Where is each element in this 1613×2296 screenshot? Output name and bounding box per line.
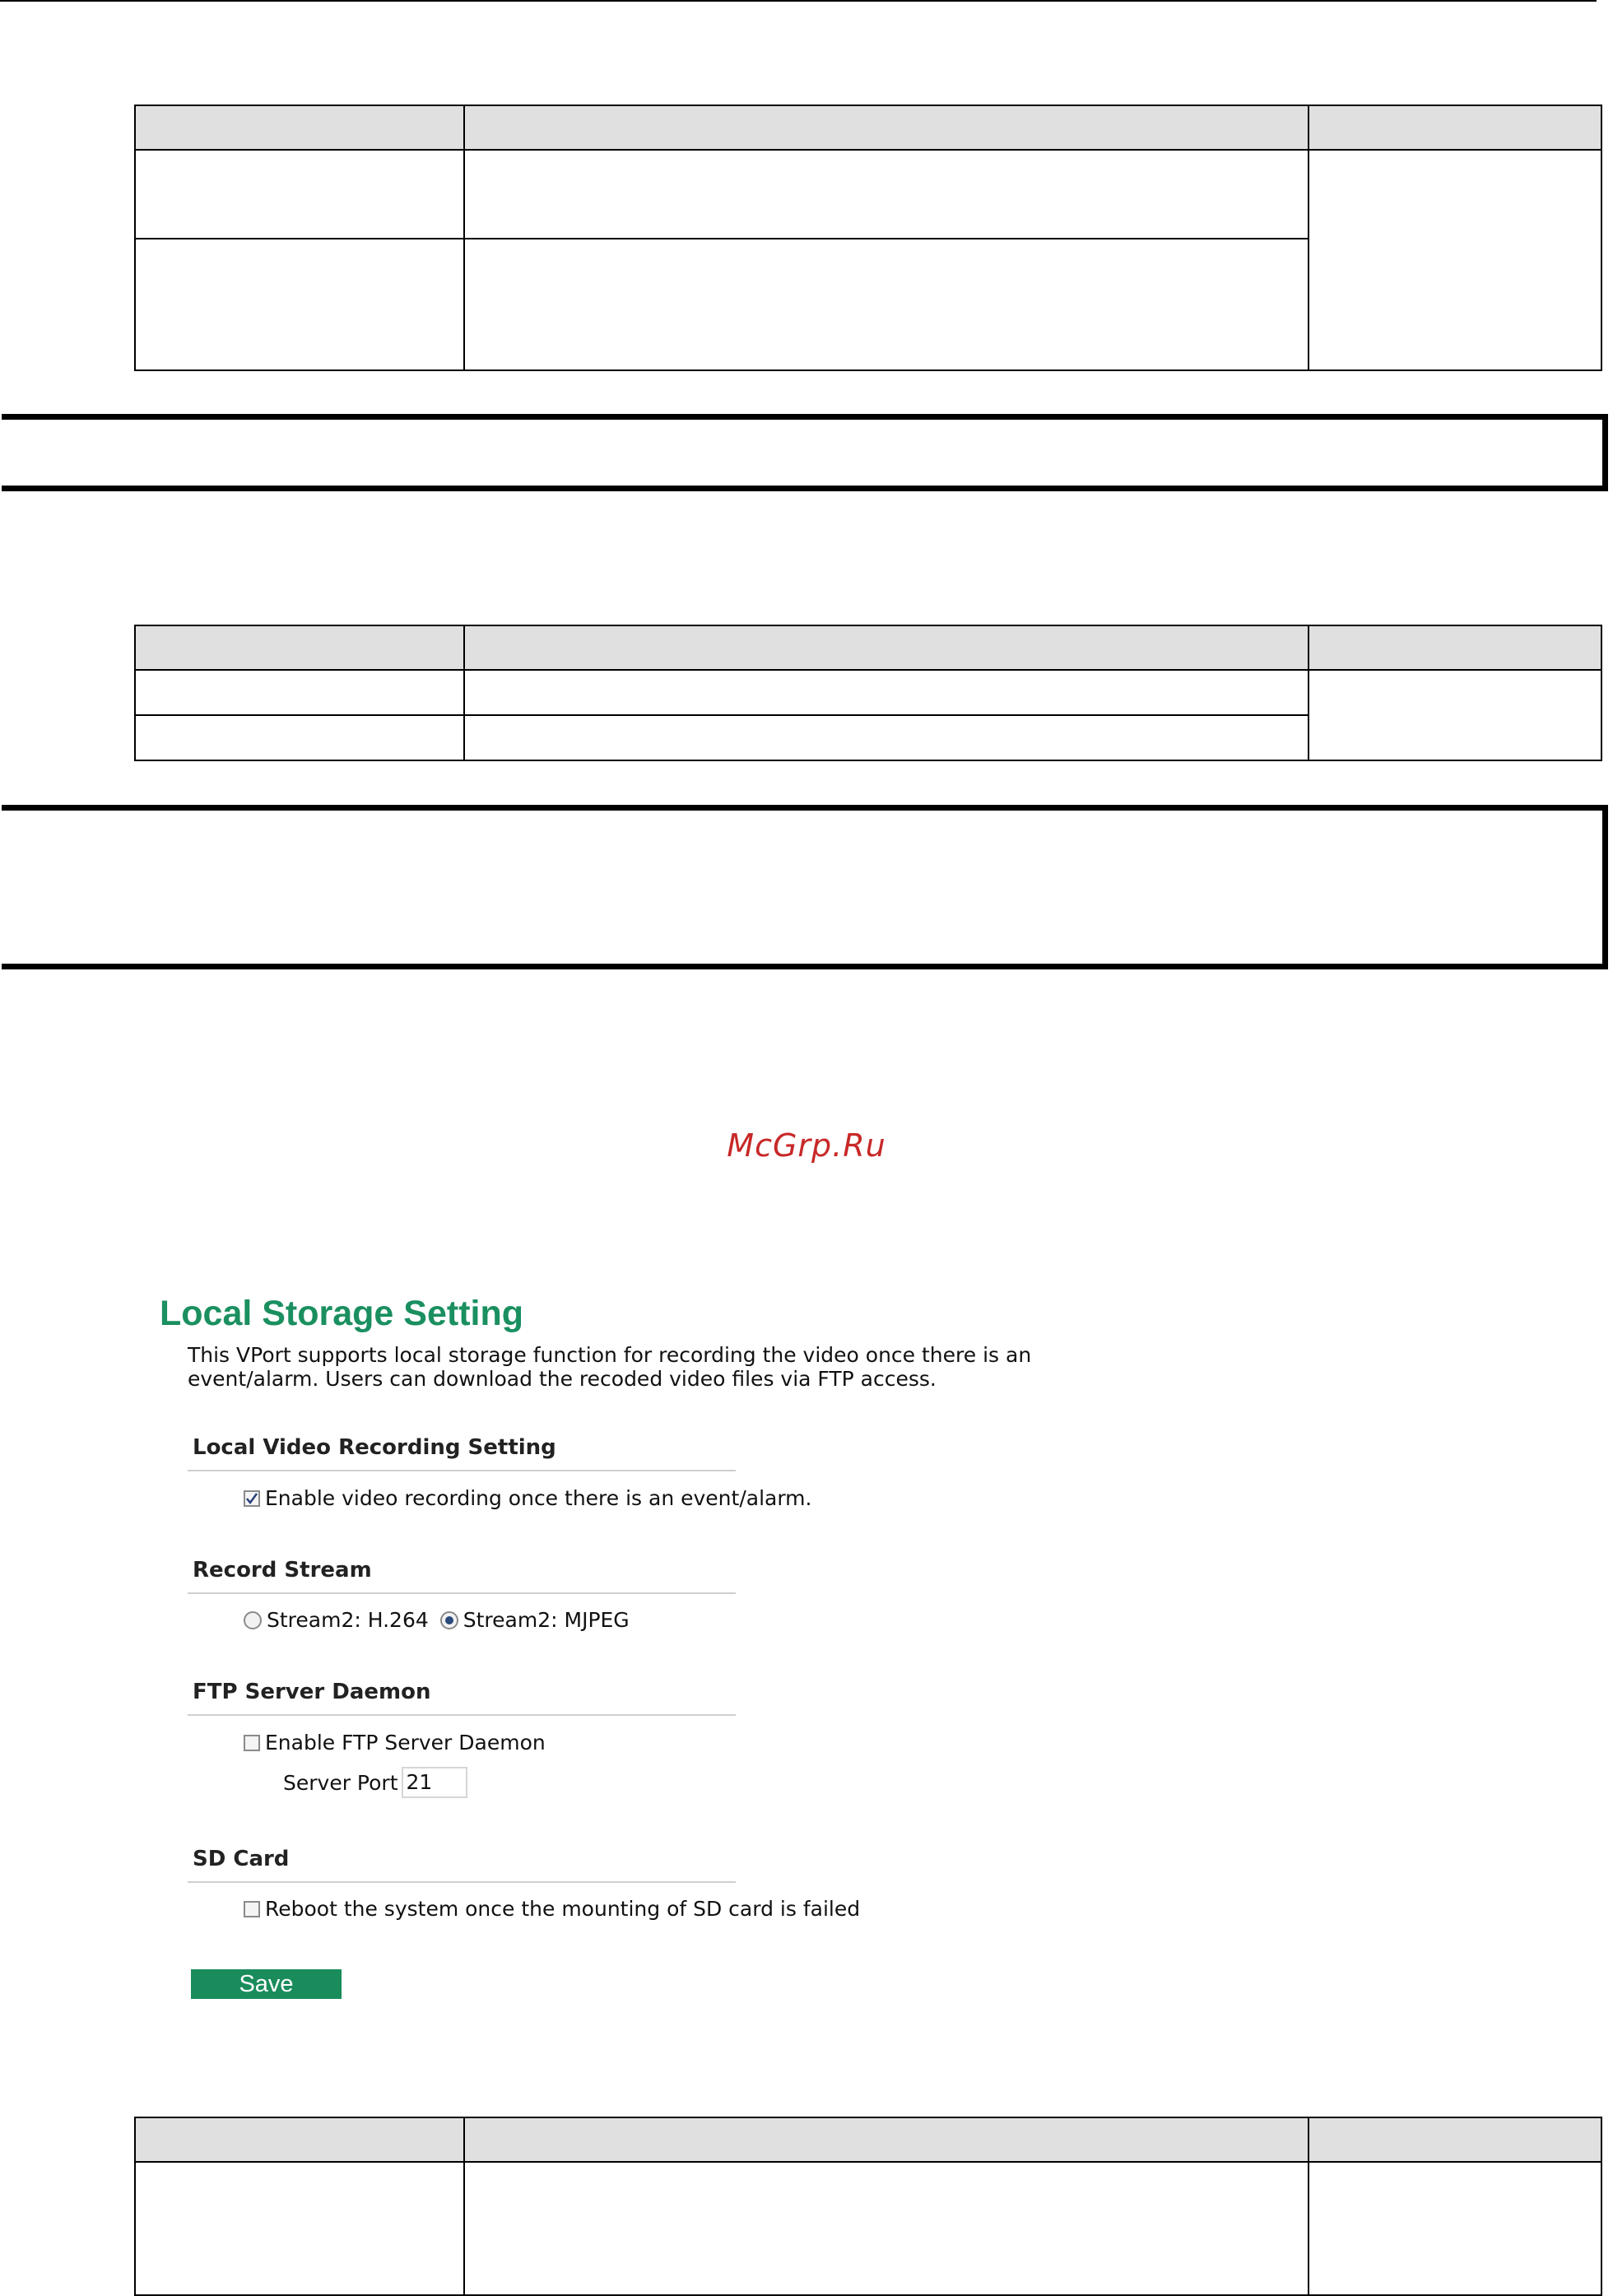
intro-text: This VPort supports local storage function for recording the video once there is an event/alarm. Users can download the recoded video files via FTP access.: [188, 1343, 1032, 1391]
server-port-row: [283, 1767, 467, 1798]
enable-ftp-row[interactable]: [244, 1731, 546, 1755]
record-stream-options: [244, 1608, 630, 1632]
table-header-row: [135, 2117, 1601, 2162]
enable-ftp-checkbox[interactable]: [244, 1735, 260, 1751]
parameter-table-1: [134, 105, 1602, 371]
section-heading-ftp: FTP Server Daemon: [188, 1678, 736, 1716]
section-heading-sd-card: SD Card: [188, 1845, 736, 1883]
page-top-rule: [0, 0, 1597, 2]
radio-mjpeg[interactable]: [440, 1611, 458, 1629]
server-port-input[interactable]: 21: [402, 1767, 467, 1798]
radio-h264[interactable]: [244, 1611, 262, 1629]
radio-h264-label: Stream2: H.264: [267, 1608, 429, 1632]
table-row: [135, 150, 1601, 239]
reboot-sd-checkbox[interactable]: [244, 1901, 260, 1917]
checkmark-icon: [245, 1492, 258, 1505]
parameter-table-2: [134, 625, 1602, 761]
server-port-label: Server Port: [283, 1770, 398, 1795]
enable-recording-label: Enable video recording once there is an event/alarm.: [265, 1486, 812, 1510]
table-row: [135, 2162, 1601, 2295]
note-box-1: [2, 414, 1608, 491]
enable-recording-row[interactable]: [244, 1486, 811, 1510]
enable-recording-checkbox[interactable]: [244, 1490, 260, 1507]
reboot-sd-row[interactable]: [244, 1897, 860, 1921]
table-header-row: [135, 105, 1601, 150]
note-box-2: [2, 805, 1608, 969]
reboot-sd-label: Reboot the system once the mounting of SD card is failed: [265, 1897, 861, 1921]
table-header-row: [135, 625, 1601, 670]
radio-mjpeg-label: Stream2: MJPEG: [463, 1608, 630, 1632]
enable-ftp-label: Enable FTP Server Daemon: [265, 1731, 546, 1755]
page-title: Local Storage Setting: [160, 1294, 524, 1333]
watermark-text: McGrp.Ru: [727, 1127, 886, 1164]
radio-selected-dot: [445, 1616, 453, 1624]
table-row: [135, 670, 1601, 715]
section-heading-local-video: Local Video Recording Setting: [188, 1434, 736, 1471]
parameter-table-3: [134, 2117, 1602, 2296]
save-button[interactable]: Save: [191, 1969, 342, 1999]
section-heading-record-stream: Record Stream: [188, 1556, 736, 1594]
